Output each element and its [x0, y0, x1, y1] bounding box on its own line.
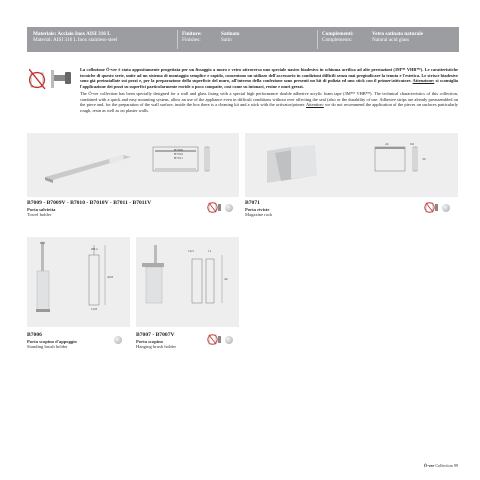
adhesive-fixing-icon [207, 201, 222, 214]
dim-label: 40.8 [107, 275, 113, 279]
warning-label-it: Attenzione: [412, 78, 435, 84]
material-en: Material: AISI 316 L Inox stainless-steel [33, 37, 118, 44]
towel-holder-dims [174, 148, 183, 160]
adhesive-mounting-icon [29, 67, 73, 92]
towel-holder-image [27, 133, 239, 197]
collection-description [80, 67, 458, 115]
complements-en-value: Natural acid glass [372, 37, 410, 44]
page-number: 99 [453, 463, 458, 468]
product-name [27, 207, 55, 218]
finish-swatch-icon [442, 204, 450, 212]
product-name-it: Porta scopino [136, 339, 163, 344]
standing-brush-image [27, 237, 130, 327]
adhesive-fixing-icon [207, 333, 222, 346]
dim-label: 10.5 [188, 249, 194, 253]
warning-text-en: we do not recommend the application of the pieces on surfaces particularly rough, resin as well as on plaster walls. [80, 102, 458, 113]
finish-it-value: Satinato [221, 31, 240, 37]
dim-label: 9.0 [410, 142, 415, 146]
product-name-it: Porta riviste [245, 207, 270, 212]
page-footer [424, 463, 458, 468]
product-code: B7006 [27, 332, 42, 338]
finish-it: Finiture: [182, 31, 202, 37]
product-name-en: Standing brush holder [27, 344, 68, 350]
description-en [80, 91, 458, 113]
dim-label: B7009 [174, 148, 184, 152]
finish-swatch-icon [114, 336, 122, 344]
complements-it-value: Vetro satinato naturale [372, 31, 424, 37]
product-name-it: Porta scopino d'appoggio [27, 339, 77, 344]
product-code: B7007 - B7007V [136, 332, 175, 338]
footer-label: Collection [435, 463, 453, 468]
dim-label: 10.8 [91, 307, 97, 311]
complements-it: Complementi: [322, 31, 354, 37]
product-panel-standing-brush [27, 237, 130, 327]
complements-label-cell [322, 31, 354, 44]
product-code: B7071 [245, 200, 260, 206]
description-it-text: La collezione Ó-ver è stata appositamente progettata per un fissaggio a muro e vetro attraverso uno speciale nastro biadesivo in schiuma acrilica ad alte prestazioni (3M™ VHB™). Le caratteristiche tecniche di questo serie, unite ad un sistema di montaggio semplice e rapido, consentono un utilizzo dell'accessorio in condizioni difficili senza mai pregiudicare la tenuta e l'estetica. Le strisce biadesive sono già preinstallate sui pezzi e, per la preparazione della superficie del muro, all'interno della confezione sono presenti un kit di pulizia ed uno stick con il primer/attivatore. [80, 67, 458, 84]
dim-label: 11 [208, 249, 212, 253]
dim-label: B7011 [174, 156, 183, 160]
warning-text-it: si sconsiglia l'applicazione dei pezzi su superfici particolarmente ruvide o poco compatte, così come su intonaci, resine e muri grezzi. [80, 78, 458, 89]
product-name-en: Towel holder [27, 212, 52, 218]
header-divider [177, 30, 178, 49]
description-it [80, 67, 458, 89]
dim-label: Ø8.2 [91, 247, 98, 251]
product-code: B7009 - B7009V - B7010 - B7010V - B7011 - B7011V [27, 200, 152, 206]
finish-label-cell [182, 31, 202, 44]
product-name-en: Magazine rack [245, 212, 273, 218]
finish-value-cell [221, 31, 239, 44]
product-name-it: Porta salvietta [27, 207, 56, 212]
dim-label: 24 [385, 142, 389, 146]
finish-swatch-icon [225, 204, 233, 212]
product-name-en: Hanging brush holder [136, 344, 177, 350]
finish-swatch-icon [225, 336, 233, 344]
magazine-rack-image [245, 133, 458, 197]
product-name [27, 339, 77, 350]
warning-label-en: Attention: [306, 102, 324, 108]
description-en-text: The Ó-ver collection has been specially designed for a wall and glass fixing with a special high performance double adhesive acrylic foam tape (3M™ VHB™). The technical characteristics of this collection, combined with a quick and easy mounting system, allow an use of the appliance even in difficult conditions without ever affecting the seal (also or the durability of use. Adhesive strips are already preassembled on the piece and, for the preparation of the wall surface, inside the box there is a cleaning kit and a stick with the activator/primer. [80, 90, 458, 108]
product-name [245, 207, 272, 218]
complements-en: Complements: [322, 37, 353, 44]
product-panel-magazine-rack [245, 133, 458, 197]
finish-en: Finishes: [182, 37, 201, 44]
dim-label: B7010 [174, 152, 184, 156]
dim-label: 30 [422, 157, 426, 161]
material-it: Materiale: Acciaio Inox AISI 316 L [33, 31, 111, 37]
spec-header-bar [27, 27, 459, 52]
product-panel-hanging-brush [136, 237, 239, 327]
product-name [136, 339, 176, 350]
header-divider [317, 30, 318, 49]
complements-value-cell [372, 31, 423, 44]
adhesive-fixing-icon [424, 201, 439, 214]
material-cell [33, 31, 117, 44]
footer-brand: Ó-ver [423, 463, 435, 468]
dim-label: 40 [224, 277, 228, 281]
product-panel-towel-holder [27, 133, 239, 197]
finish-en-value: Satin [221, 37, 232, 44]
